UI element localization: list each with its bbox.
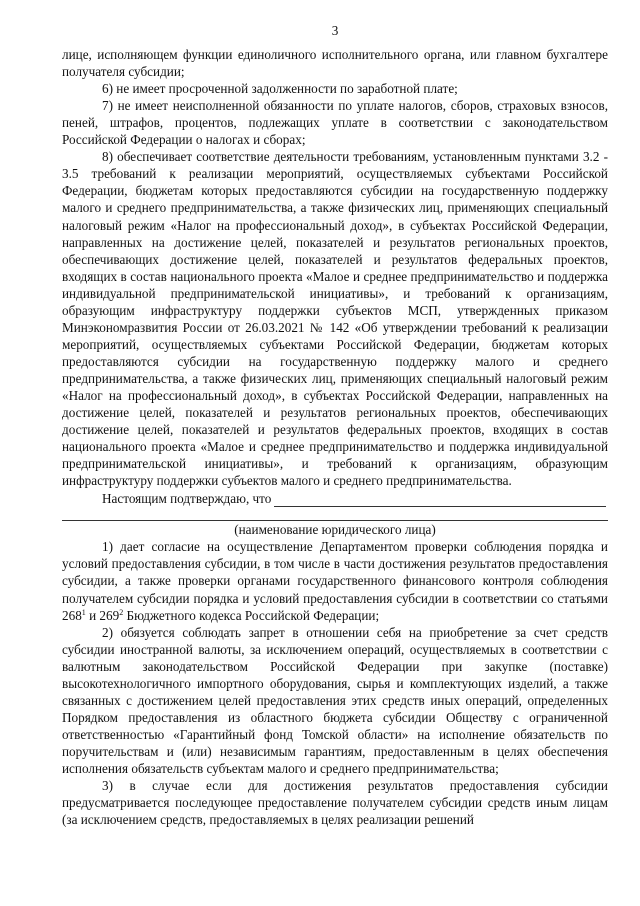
paragraph-item-1: 1) дает согласие на осуществление Департаментом проверки соблюдения порядка и условий предоставления субсидии, в том числе в части достижения результатов предоставления субсидии, а также проверки органами государственного финансового контроля соблюдения получателем субсидии порядка и условий предоставления субсидии в соответствии со статьями $268^1$ и $269^2$ Бюджетного кодекса Российской Федерации; — [62, 539, 608, 623]
paragraph-item-6: 6) не имеет просроченной задолженности по заработной плате; — [102, 81, 458, 97]
confirm-line — [62, 490, 608, 507]
paragraph-item-7: 7) не имеет неисполненной обязанности по уплате налогов, сборов, страховых взносов, пеней, штрафов, процентов, подлежащих уплате в соответствии с законодательством Российской Федерации о налогах и сборах; — [62, 98, 608, 148]
paragraph-item-8: 8) обеспечивает соответствие деятельности требованиям, установленным пунктами 3.2 - 3.5 требований к реализации мероприятий, осуществляемых субъектами Российской Федерации, бюджетам которых предоставляются субсидии на государственную поддержку малого и среднего предпринимательства, а также физических лиц, применяющих специальный налоговый режим «Налог на профессиональный доход», в субъектах Российской Федерации, направленных на достижение целей, показателей и результатов региональных проектов, обеспечивающих достижение целей, показателей и результатов федеральных проектов, входящих в состав национального проекта «Малое и среднее предпринимательство и поддержка индивидуальной предпринимательской инициативы», и требований к организациям, образующим инфраструктуру поддержки субъектов МСП, утвержденных приказом Минэкономразвития России от 26.03.2021 № 142 «Об утверждении требований к реализации мероприятий, осуществляемых субъектами Российской Федерации, бюджетам которых предоставляются субсидии на государственную поддержку малого и среднего предпринимательства, а также физических лиц, применяющих специальный налоговый режим «Налог на профессиональный доход», в субъектах Российской Федерации, направленных на достижение целей, показателей и результатов региональных проектов, обеспечивающих достижение целей, показателей и результатов федеральных проектов, входящих в состав национального проекта «Малое и среднее предпринимательство и поддержка индивидуальной предпринимательской инициативы», и требований к организациям, образующим инфраструктуру поддержки субъектов малого и среднего предпринимательства. — [62, 149, 608, 489]
paragraph-intro-end: лице, исполняющем функции единоличного исполнительного органа, или главном бухгалтере получателя субсидии; — [62, 47, 608, 80]
paragraph-item-3: 3) в случае если для достижения результатов предоставления субсидии предусматривается последующее предоставление получателем субсидии средств иным лицам (за исключением средств, предоставляемых в целях реализации решений — [62, 778, 608, 828]
company-name-blank-line — [62, 507, 608, 521]
superscript-2: 2 — [119, 607, 124, 617]
blank-caption: (наименование юридического лица) — [234, 522, 436, 538]
confirm-label: Настоящим подтверждаю, что — [102, 491, 272, 507]
paragraph-item-2: 2) обязуется соблюдать запрет в отношении себя на приобретение за счет средств субсидии иностранной валюты, за исключением операций, осуществляемых в соответствии с валютным законодательством Российской Федерации при закупке (поставке) высокотехнологичного импортного оборудования, сырья и комплектующих изделий, а также связанных с достижением целей предоставления этих средств иных операций, определенных Порядком предоставления из областного бюджета субсидии Обществу с ограниченной ответственностью «Гарантийный фонд Томской области» на исполнение обязательств по поручительствам и (или) независимым гарантиям, предоставленным в целях обеспечения исполнения обязательств субъектам малого и среднего предпринимательства; — [62, 624, 608, 776]
page-number: 3 — [331, 23, 339, 38]
document-page — [62, 22, 608, 828]
company-name-blank — [274, 494, 606, 507]
superscript-1: 1 — [81, 607, 86, 617]
